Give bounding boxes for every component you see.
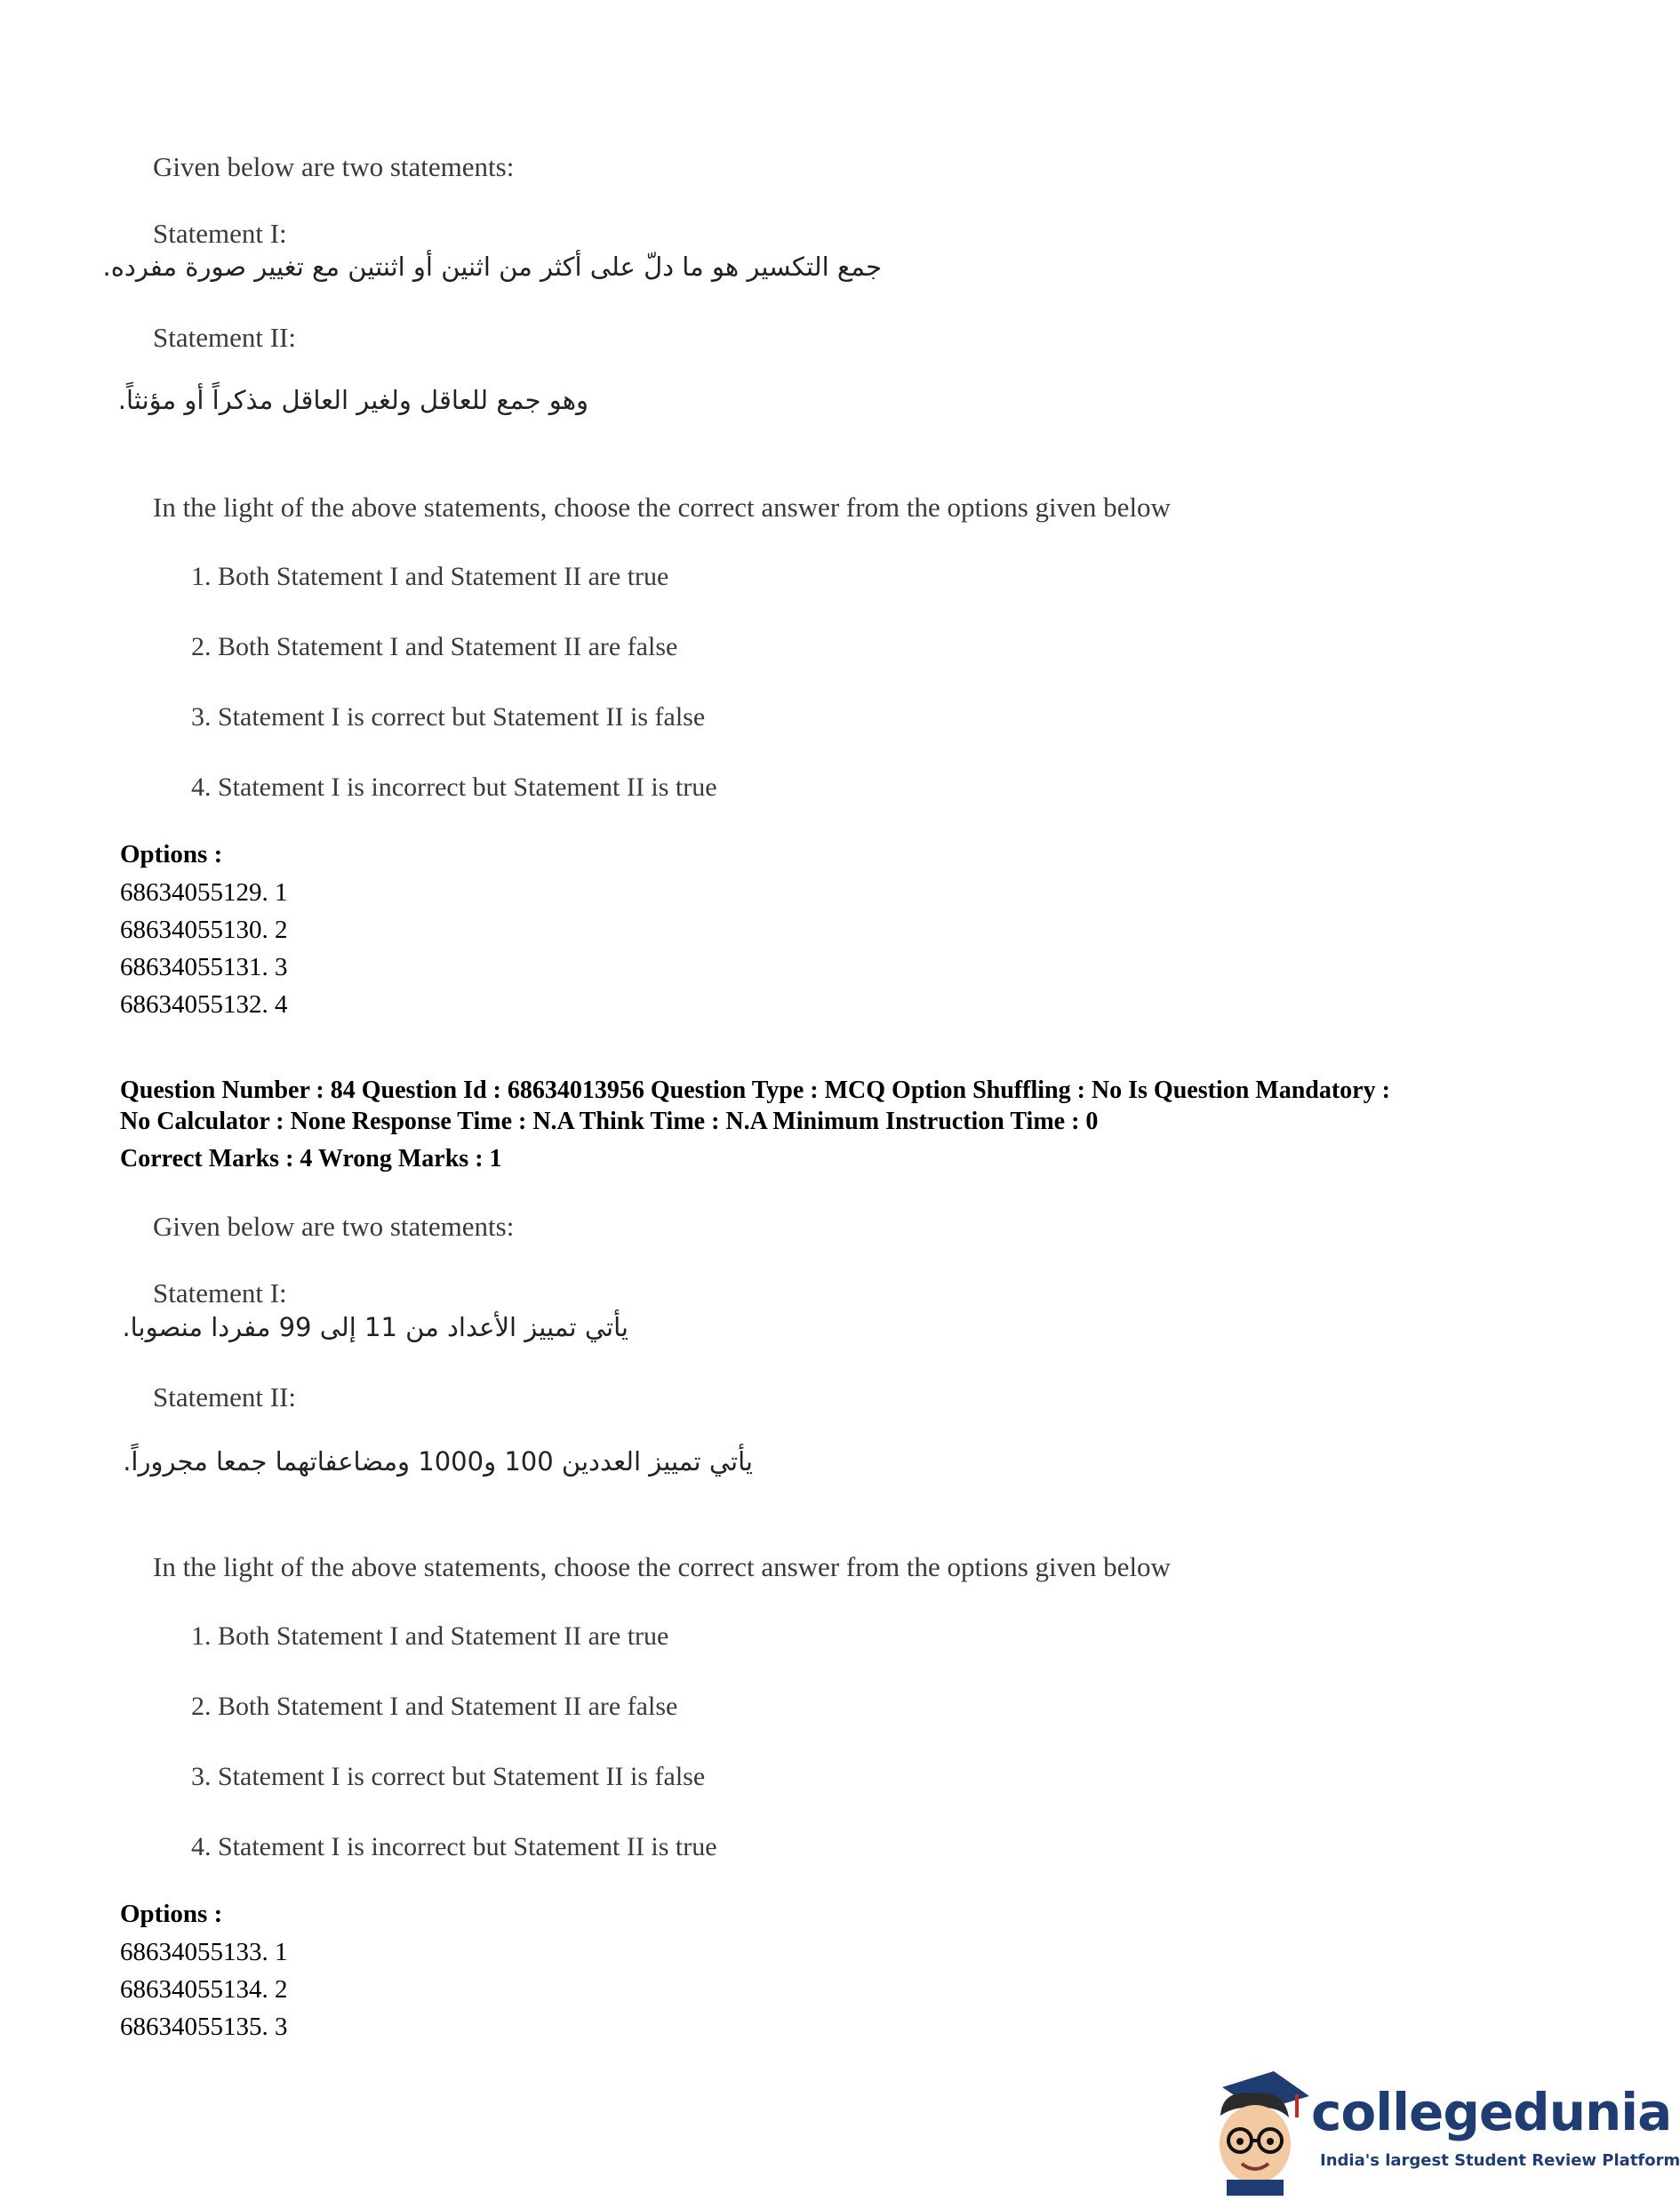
question-b-choice-3: 3. Statement I is correct but Statement II is false <box>191 1762 706 1791</box>
question-b-statement2-label: Statement II: <box>153 1381 296 1413</box>
question-a-choice-1: 1. Both Statement I and Statement II are true <box>191 562 669 591</box>
logo-wordmark: collegedunia <box>1311 2082 1672 2142</box>
question-a-statement2-text: وهو جمع للعاقل ولغير العاقل مذكراً أو مؤنثاً. <box>117 385 588 415</box>
logo-tagline: India's largest Student Review Platform <box>1320 2151 1680 2170</box>
question-a-instruction: In the light of the above statements, choose the correct answer from the options given below <box>153 492 1171 523</box>
question-a-choice-4: 4. Statement I is incorrect but Statement II is true <box>191 772 717 802</box>
question-a-options-header: Options : <box>120 840 223 868</box>
question-a-statement1-label: Statement I: <box>153 218 287 249</box>
question-b-intro: Given below are two statements: <box>153 1211 515 1242</box>
question-a-option-2: 68634055130. 2 <box>120 916 288 944</box>
question-a-choice-3: 3. Statement I is correct but Statement II is false <box>191 702 706 732</box>
question-b-option-2: 68634055134. 2 <box>120 1975 288 2004</box>
question-b-meta-line1: Question Number : 84 Question Id : 68634013956 Question Type : MCQ Option Shuffling : No Is Question Mandatory : <box>120 1076 1390 1104</box>
question-a-option-4: 68634055132. 4 <box>120 990 288 1019</box>
question-a-choice-2: 2. Both Statement I and Statement II are false <box>191 632 678 661</box>
collegedunia-logo <box>1204 2062 1680 2196</box>
question-a-statement1-text: جمع التكسير هو ما دلّ على أكثر من اثنين أو اثنتين مع تغيير صورة مفرده. <box>102 252 882 282</box>
question-b-choice-1: 1. Both Statement I and Statement II are true <box>191 1621 669 1651</box>
question-b-meta-line2: No Calculator : None Response Time : N.A Think Time : N.A Minimum Instruction Time : 0 <box>120 1108 1099 1135</box>
question-b-option-1: 68634055133. 1 <box>120 1938 288 1966</box>
question-a-option-3: 68634055131. 3 <box>120 953 288 981</box>
question-a-option-1: 68634055129. 1 <box>120 878 288 907</box>
question-b-statement2-text: يأتي تمييز العددين 100 و1000 ومضاعفاتهما جمعا مجروراً. <box>123 1446 753 1477</box>
question-a-statement2-label: Statement II: <box>153 322 296 353</box>
question-b-meta-line3: Correct Marks : 4 Wrong Marks : 1 <box>120 1145 502 1173</box>
mascot-icon <box>1204 2062 1311 2196</box>
question-a-intro: Given below are two statements: <box>153 151 515 182</box>
question-b-choice-2: 2. Both Statement I and Statement II are false <box>191 1692 678 1721</box>
question-b-statement1-text: يأتي تمييز الأعداد من 11 إلى 99 مفردا منصوبا. <box>122 1312 628 1342</box>
question-b-options-header: Options : <box>120 1900 223 1928</box>
question-b-instruction: In the light of the above statements, choose the correct answer from the options given below <box>153 1551 1171 1582</box>
question-b-option-3: 68634055135. 3 <box>120 2013 288 2041</box>
question-b-statement1-label: Statement I: <box>153 1277 287 1309</box>
question-b-choice-4: 4. Statement I is incorrect but Statement II is true <box>191 1832 717 1861</box>
